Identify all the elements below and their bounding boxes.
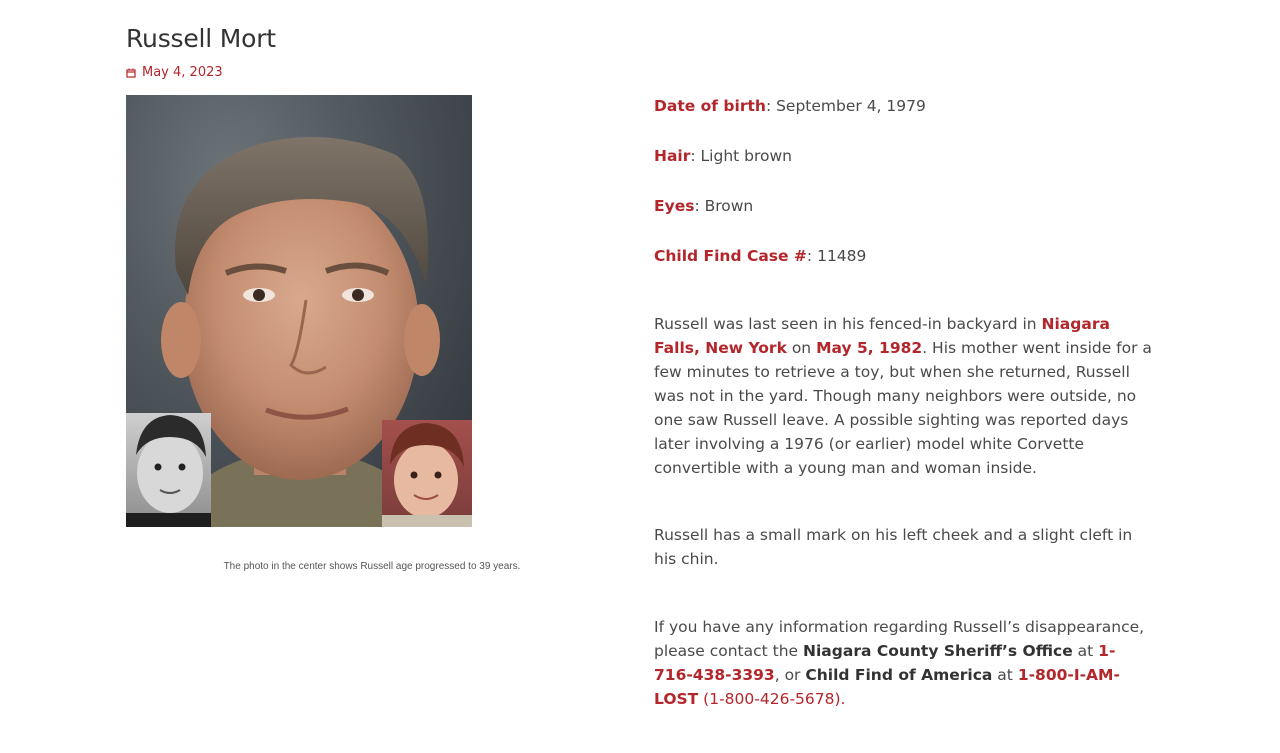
description-paragraph [654,312,1154,480]
fact-value: September 4, 1979 [776,97,926,115]
post-title: Russell Mort [126,24,276,53]
sheriff-office-name: Niagara County Sheriff’s Office [803,642,1073,660]
marks-paragraph: Russell has a small mark on his left cheek and a slight cleft in his chin. [654,526,1133,568]
case-details [654,92,1154,711]
child-find-phone-numeric[interactable]: (1-800-426-5678) [698,690,841,708]
fact-date-of-birth: Date of birth: September 4, 1979 [654,97,926,115]
child-find-phone-link[interactable]: 1-800-I-AM-LOST [654,666,1120,708]
text-segment: , or [774,666,806,684]
text-segment: at [992,666,1018,684]
fact-label: Child Find Case # [654,247,807,265]
post-date[interactable] [126,65,223,80]
location-text: Niagara Falls, New York [654,315,1110,357]
text-segment: . His mother went inside for a few minutes to retrieve a toy, but when she returned, Russell was not in the yard. Though many neighbors were outside, no one saw Russell leave. A possible sighting was reported days later involving a 1976 (or earlier) model white Corvette convertible with a young man and woman inside. [654,339,1152,477]
fact-label: Hair [654,147,691,165]
post-date-text: May 4, 2023 [142,65,223,80]
fact-value: 11489 [817,247,867,265]
date-missing-text: May 5, 1982 [816,339,923,357]
fact-case-number: Child Find Case #: 11489 [654,247,867,265]
text-segment: If you have any information regarding Russell’s disappearance, please contact the [654,618,1145,660]
fact-label: Date of birth [654,97,766,115]
calendar-icon [126,68,136,78]
fact-value: Light brown [700,147,793,165]
text-segment: at [1072,642,1099,660]
photo-composite [126,95,472,527]
fact-label: Eyes [654,197,695,215]
fact-list [654,94,1154,268]
missing-person-photo [126,95,472,527]
fact-eyes: Eyes: Brown [654,197,754,215]
text-segment: on [786,339,817,357]
fact-hair: Hair: Light brown [654,147,793,165]
text-segment: Russell was last seen in his fenced-in backyard in [654,315,1042,333]
child-find-name: Child Find of America [805,666,993,684]
text-segment: . [840,690,846,708]
sheriff-phone-link[interactable]: 1-716-438-3393 [654,642,1116,684]
contact-paragraph [654,615,1154,711]
photo-caption: The photo in the center shows Russell age progressed to 39 years. [223,561,521,572]
fact-value: Brown [704,197,754,215]
